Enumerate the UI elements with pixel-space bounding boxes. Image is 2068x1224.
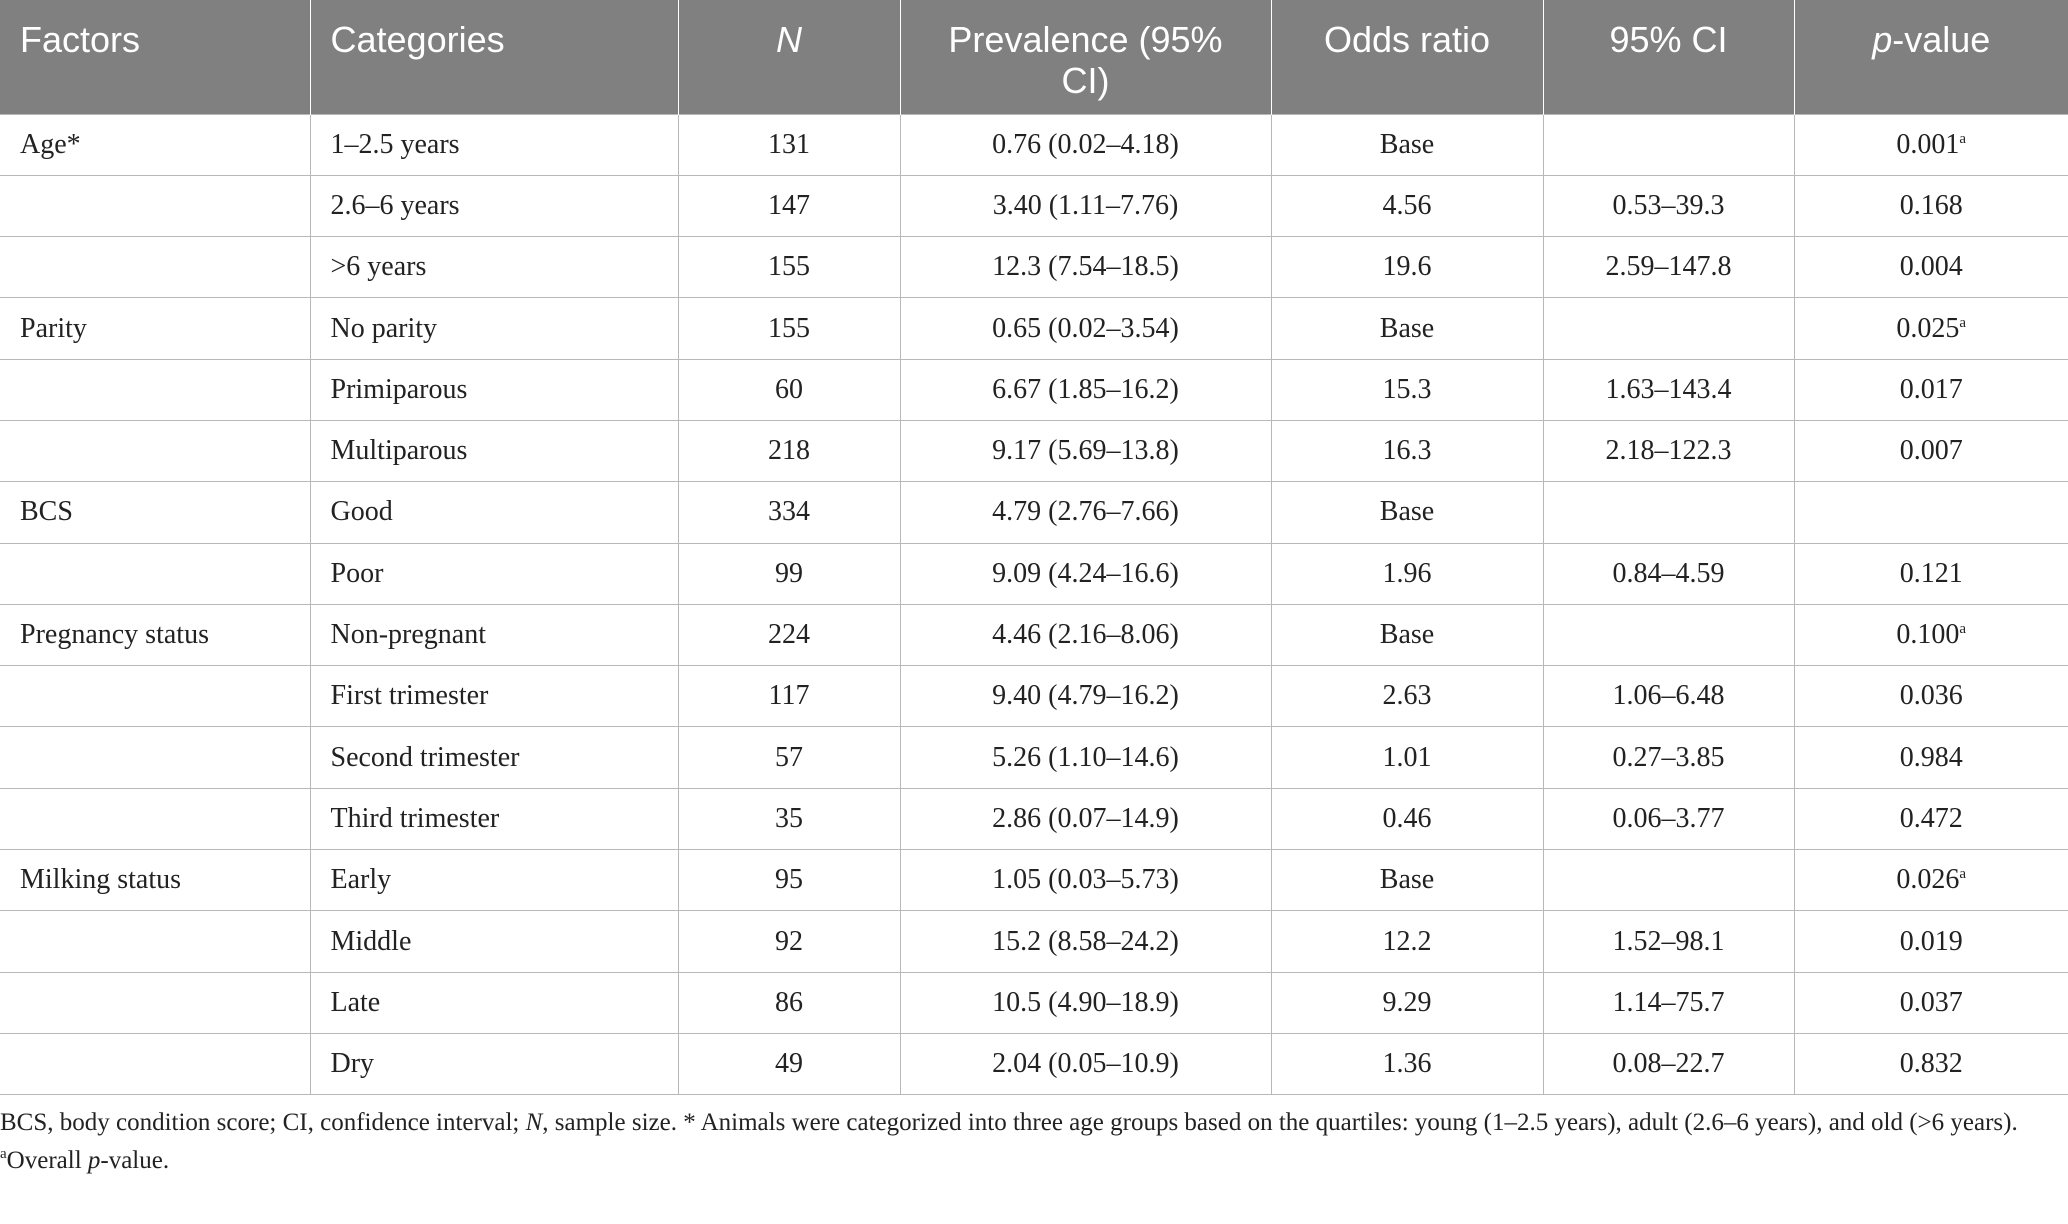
header-factors: Factors	[0, 0, 310, 114]
cell-prevalence	[900, 788, 1271, 849]
table-row	[0, 1033, 2068, 1094]
header-p-value	[1794, 0, 2068, 114]
cell-ci	[1543, 727, 1794, 788]
cell-p-value-text: 0.025	[1896, 312, 1960, 344]
cell-prevalence	[900, 727, 1271, 788]
cell-category	[310, 666, 678, 727]
cell-ci	[1543, 543, 1794, 604]
cell-n	[678, 359, 900, 420]
cell-n	[678, 666, 900, 727]
cell-ci	[1543, 175, 1794, 236]
header-p-rest: -value	[1892, 19, 1991, 60]
cell-ci	[1543, 482, 1794, 543]
cell-ci-text: 0.08–22.7	[1612, 1048, 1725, 1080]
cell-p-value-text: 0.007	[1899, 435, 1963, 467]
table-row	[0, 788, 2068, 849]
header-ci: 95% CI	[1543, 0, 1794, 114]
cell-p-value	[1794, 114, 2068, 175]
header-odds-ratio: Odds ratio	[1271, 0, 1543, 114]
cell-category	[310, 1033, 678, 1094]
cell-category-text: Middle	[330, 925, 412, 957]
cell-n-text: 131	[768, 128, 810, 160]
table-row	[0, 911, 2068, 972]
cell-odds-ratio	[1271, 972, 1543, 1033]
cell-n-text: 147	[768, 189, 810, 221]
cell-n-text: 117	[768, 680, 810, 712]
cell-odds-ratio-text: Base	[1379, 619, 1435, 651]
cell-n-text: 60	[775, 373, 803, 405]
cell-prevalence	[900, 543, 1271, 604]
overall-p-marker: a	[1959, 314, 1967, 331]
cell-prevalence	[900, 237, 1271, 298]
cell-prevalence-text: 9.09 (4.24–16.6)	[992, 557, 1179, 589]
cell-odds-ratio	[1271, 911, 1543, 972]
footnote-text-1b: , sample size. * Animals were categorized into three age groups based on the quartiles: young (1–2.5 years), adult (2.6–6 years), and old (>6 years).	[542, 1109, 2018, 1136]
cell-p-value-text: 0.037	[1899, 986, 1963, 1018]
cell-category-text: Good	[330, 496, 393, 528]
cell-prevalence-text: 1.05 (0.03–5.73)	[992, 864, 1179, 896]
cell-odds-ratio	[1271, 604, 1543, 665]
cell-prevalence-text: 10.5 (4.90–18.9)	[992, 986, 1179, 1018]
cell-p-value-text: 0.036	[1899, 680, 1963, 712]
cell-prevalence-text: 2.04 (0.05–10.9)	[992, 1048, 1179, 1080]
cell-category-text: First trimester	[330, 680, 489, 712]
cell-n	[678, 420, 900, 481]
cell-n	[678, 175, 900, 236]
cell-ci-text: 1.52–98.1	[1612, 925, 1725, 957]
cell-category	[310, 359, 678, 420]
cell-n-text: 35	[775, 802, 803, 834]
cell-prevalence-text: 0.76 (0.02–4.18)	[992, 128, 1179, 160]
cell-odds-ratio	[1271, 298, 1543, 359]
cell-p-value	[1794, 543, 2068, 604]
cell-category	[310, 727, 678, 788]
cell-prevalence-text: 2.86 (0.07–14.9)	[992, 802, 1179, 834]
cell-odds-ratio-text: Base	[1379, 864, 1435, 896]
cell-n	[678, 482, 900, 543]
cell-ci	[1543, 666, 1794, 727]
header-p-italic: p	[1872, 19, 1893, 60]
header-n-text: N	[776, 19, 802, 60]
cell-odds-ratio-text: Base	[1379, 312, 1435, 344]
cell-factor-text: Pregnancy status	[20, 619, 209, 651]
cell-n-text: 99	[775, 557, 803, 589]
cell-odds-ratio	[1271, 543, 1543, 604]
cell-odds-ratio-text: 0.46	[1382, 802, 1432, 834]
cell-n-text: 49	[775, 1048, 803, 1080]
cell-prevalence	[900, 114, 1271, 175]
cell-factor	[0, 850, 310, 911]
cell-category-text: Non-pregnant	[330, 619, 487, 651]
table-row	[0, 850, 2068, 911]
cell-n-text: 57	[775, 741, 803, 773]
cell-category-text: Late	[330, 986, 381, 1018]
cell-p-value	[1794, 666, 2068, 727]
cell-category	[310, 420, 678, 481]
cell-category-text: Poor	[330, 557, 384, 589]
cell-odds-ratio	[1271, 850, 1543, 911]
cell-n	[678, 972, 900, 1033]
overall-p-marker: a	[1959, 130, 1967, 147]
table-row	[0, 604, 2068, 665]
cell-odds-ratio	[1271, 237, 1543, 298]
table-row	[0, 543, 2068, 604]
footnote-text-n: N	[525, 1109, 543, 1136]
table-row	[0, 727, 2068, 788]
cell-odds-ratio-text: 1.96	[1382, 557, 1432, 589]
cell-p-value-text: 0.832	[1899, 1048, 1963, 1080]
cell-category	[310, 604, 678, 665]
cell-n	[678, 1033, 900, 1094]
cell-n-text: 155	[768, 251, 810, 283]
header-prevalence: Prevalence (95% CI)	[900, 0, 1271, 114]
cell-factor-text: Milking status	[20, 864, 182, 896]
cell-p-value-text: 0.472	[1899, 802, 1963, 834]
cell-p-value	[1794, 788, 2068, 849]
cell-category-text: Primiparous	[330, 373, 468, 405]
cell-n-text: 224	[768, 619, 810, 651]
footnote-text-2b: -value.	[100, 1147, 170, 1174]
cell-ci	[1543, 114, 1794, 175]
cell-factor	[0, 359, 310, 420]
cell-prevalence	[900, 1033, 1271, 1094]
cell-ci-text: 1.06–6.48	[1612, 680, 1725, 712]
cell-prevalence-text: 9.17 (5.69–13.8)	[992, 435, 1179, 467]
cell-odds-ratio-text: 16.3	[1382, 435, 1432, 467]
cell-ci-text: 1.63–143.4	[1605, 373, 1732, 405]
cell-factor-text: Age*	[20, 128, 81, 160]
cell-prevalence-text: 4.46 (2.16–8.06)	[992, 619, 1179, 651]
cell-odds-ratio-text: 1.36	[1382, 1048, 1432, 1080]
cell-prevalence	[900, 420, 1271, 481]
header-n	[678, 0, 900, 114]
cell-category	[310, 175, 678, 236]
cell-prevalence	[900, 604, 1271, 665]
cell-ci	[1543, 298, 1794, 359]
cell-odds-ratio-text: 12.2	[1382, 925, 1432, 957]
cell-n-text: 155	[768, 312, 810, 344]
cell-odds-ratio-text: 9.29	[1382, 986, 1432, 1018]
footnote-text-2a: Overall	[6, 1147, 88, 1174]
cell-p-value	[1794, 482, 2068, 543]
cell-factor	[0, 114, 310, 175]
cell-category	[310, 482, 678, 543]
cell-factor	[0, 666, 310, 727]
cell-factor	[0, 420, 310, 481]
table-row	[0, 972, 2068, 1033]
cell-p-value-text: 0.984	[1899, 741, 1963, 773]
cell-ci	[1543, 1033, 1794, 1094]
cell-factor	[0, 1033, 310, 1094]
cell-factor	[0, 175, 310, 236]
cell-n-text: 92	[775, 925, 803, 957]
cell-category	[310, 237, 678, 298]
cell-p-value	[1794, 298, 2068, 359]
cell-n	[678, 911, 900, 972]
cell-ci	[1543, 788, 1794, 849]
cell-factor	[0, 604, 310, 665]
footnote-text-p: p	[87, 1147, 101, 1174]
cell-prevalence-text: 3.40 (1.11–7.76)	[992, 189, 1179, 221]
cell-factor	[0, 298, 310, 359]
cell-ci	[1543, 850, 1794, 911]
table-row	[0, 298, 2068, 359]
cell-ci	[1543, 911, 1794, 972]
cell-odds-ratio	[1271, 114, 1543, 175]
cell-odds-ratio	[1271, 666, 1543, 727]
cell-p-value	[1794, 604, 2068, 665]
cell-n-text: 95	[775, 864, 803, 896]
cell-p-value-text: 0.026	[1896, 864, 1960, 896]
cell-factor	[0, 543, 310, 604]
cell-category-text: No parity	[330, 312, 438, 344]
cell-category-text: Early	[330, 864, 392, 896]
cell-ci-text: 0.53–39.3	[1612, 189, 1725, 221]
cell-odds-ratio-text: 15.3	[1382, 373, 1432, 405]
cell-p-value	[1794, 359, 2068, 420]
cell-odds-ratio	[1271, 420, 1543, 481]
cell-ci	[1543, 604, 1794, 665]
footnote-overall-p	[0, 1142, 2068, 1180]
cell-p-value	[1794, 1033, 2068, 1094]
header-categories: Categories	[310, 0, 678, 114]
cell-factor	[0, 482, 310, 543]
cell-ci-text: 0.27–3.85	[1612, 741, 1725, 773]
cell-odds-ratio	[1271, 788, 1543, 849]
cell-p-value	[1794, 175, 2068, 236]
table-row	[0, 420, 2068, 481]
header-row	[0, 0, 2068, 114]
cell-odds-ratio	[1271, 359, 1543, 420]
cell-prevalence	[900, 175, 1271, 236]
cell-n	[678, 298, 900, 359]
cell-ci-text: 2.59–147.8	[1605, 251, 1732, 283]
cell-n-text: 334	[768, 496, 810, 528]
cell-odds-ratio	[1271, 727, 1543, 788]
cell-ci-text: 0.06–3.77	[1612, 802, 1725, 834]
cell-category	[310, 972, 678, 1033]
cell-p-value	[1794, 972, 2068, 1033]
cell-p-value	[1794, 727, 2068, 788]
table-footnotes	[0, 1104, 2068, 1180]
cell-ci	[1543, 237, 1794, 298]
cell-category-text: Second trimester	[330, 741, 520, 773]
cell-category	[310, 114, 678, 175]
table-row	[0, 666, 2068, 727]
table-row	[0, 175, 2068, 236]
cell-p-value	[1794, 850, 2068, 911]
cell-factor	[0, 237, 310, 298]
cell-category-text: 1–2.5 years	[330, 128, 460, 160]
footnote-sup: a	[0, 1146, 7, 1162]
footnote-abbreviations	[0, 1104, 2068, 1142]
cell-prevalence-text: 9.40 (4.79–16.2)	[992, 680, 1179, 712]
cell-p-value-text: 0.168	[1899, 189, 1963, 221]
table-row	[0, 359, 2068, 420]
cell-category-text: Third trimester	[330, 802, 500, 834]
cell-prevalence	[900, 298, 1271, 359]
cell-prevalence	[900, 911, 1271, 972]
cell-odds-ratio-text: 4.56	[1382, 189, 1432, 221]
cell-n-text: 86	[775, 986, 803, 1018]
cell-n	[678, 237, 900, 298]
cell-p-value	[1794, 237, 2068, 298]
table-row	[0, 237, 2068, 298]
cell-ci-text: 1.14–75.7	[1612, 986, 1725, 1018]
cell-factor	[0, 727, 310, 788]
cell-p-value-text: 0.019	[1899, 925, 1963, 957]
cell-odds-ratio-text: 2.63	[1382, 680, 1432, 712]
cell-odds-ratio	[1271, 175, 1543, 236]
cell-p-value-text: 0.004	[1899, 251, 1963, 283]
cell-prevalence	[900, 482, 1271, 543]
cell-odds-ratio-text: 1.01	[1382, 741, 1432, 773]
cell-category	[310, 543, 678, 604]
cell-category-text: >6 years	[330, 251, 427, 283]
cell-n	[678, 543, 900, 604]
cell-prevalence-text: 12.3 (7.54–18.5)	[992, 251, 1179, 283]
cell-odds-ratio	[1271, 1033, 1543, 1094]
cell-prevalence	[900, 850, 1271, 911]
cell-ci-text: 2.18–122.3	[1605, 435, 1732, 467]
cell-category-text: Dry	[330, 1048, 375, 1080]
footnote-text-1a: BCS, body condition score; CI, confidence interval;	[0, 1109, 526, 1136]
cell-n-text: 218	[768, 435, 810, 467]
cell-ci	[1543, 359, 1794, 420]
cell-category	[310, 850, 678, 911]
cell-factor	[0, 972, 310, 1033]
cell-n	[678, 727, 900, 788]
cell-ci	[1543, 972, 1794, 1033]
cell-ci-text: 0.84–4.59	[1612, 557, 1725, 589]
cell-category	[310, 298, 678, 359]
table-body	[0, 114, 2068, 1095]
table-row	[0, 114, 2068, 175]
cell-p-value	[1794, 420, 2068, 481]
overall-p-marker: a	[1959, 866, 1967, 883]
cell-factor-text: BCS	[20, 496, 73, 528]
cell-factor	[0, 911, 310, 972]
cell-n	[678, 114, 900, 175]
cell-prevalence	[900, 972, 1271, 1033]
cell-odds-ratio-text: 19.6	[1382, 251, 1432, 283]
cell-p-value-text: 0.017	[1899, 373, 1963, 405]
cell-p-value-text: 0.001	[1896, 128, 1960, 160]
cell-category-text: Multiparous	[330, 435, 468, 467]
cell-factor	[0, 788, 310, 849]
cell-prevalence-text: 0.65 (0.02–3.54)	[992, 312, 1179, 344]
cell-prevalence	[900, 359, 1271, 420]
cell-p-value-text: 0.100	[1896, 619, 1960, 651]
cell-ci	[1543, 420, 1794, 481]
cell-prevalence	[900, 666, 1271, 727]
table-row	[0, 482, 2068, 543]
cell-odds-ratio	[1271, 482, 1543, 543]
overall-p-marker: a	[1959, 621, 1967, 638]
cell-n	[678, 788, 900, 849]
cell-n	[678, 604, 900, 665]
cell-category	[310, 911, 678, 972]
cell-category-text: 2.6–6 years	[330, 189, 460, 221]
cell-category	[310, 788, 678, 849]
cell-odds-ratio-text: Base	[1379, 496, 1435, 528]
cell-prevalence-text: 15.2 (8.58–24.2)	[992, 925, 1179, 957]
cell-prevalence-text: 4.79 (2.76–7.66)	[992, 496, 1179, 528]
cell-n	[678, 850, 900, 911]
cell-odds-ratio-text: Base	[1379, 128, 1435, 160]
cell-factor-text: Parity	[20, 312, 87, 344]
cell-prevalence-text: 6.67 (1.85–16.2)	[992, 373, 1179, 405]
cell-p-value	[1794, 911, 2068, 972]
cell-prevalence-text: 5.26 (1.10–14.6)	[992, 741, 1179, 773]
cell-p-value-text: 0.121	[1899, 557, 1963, 589]
